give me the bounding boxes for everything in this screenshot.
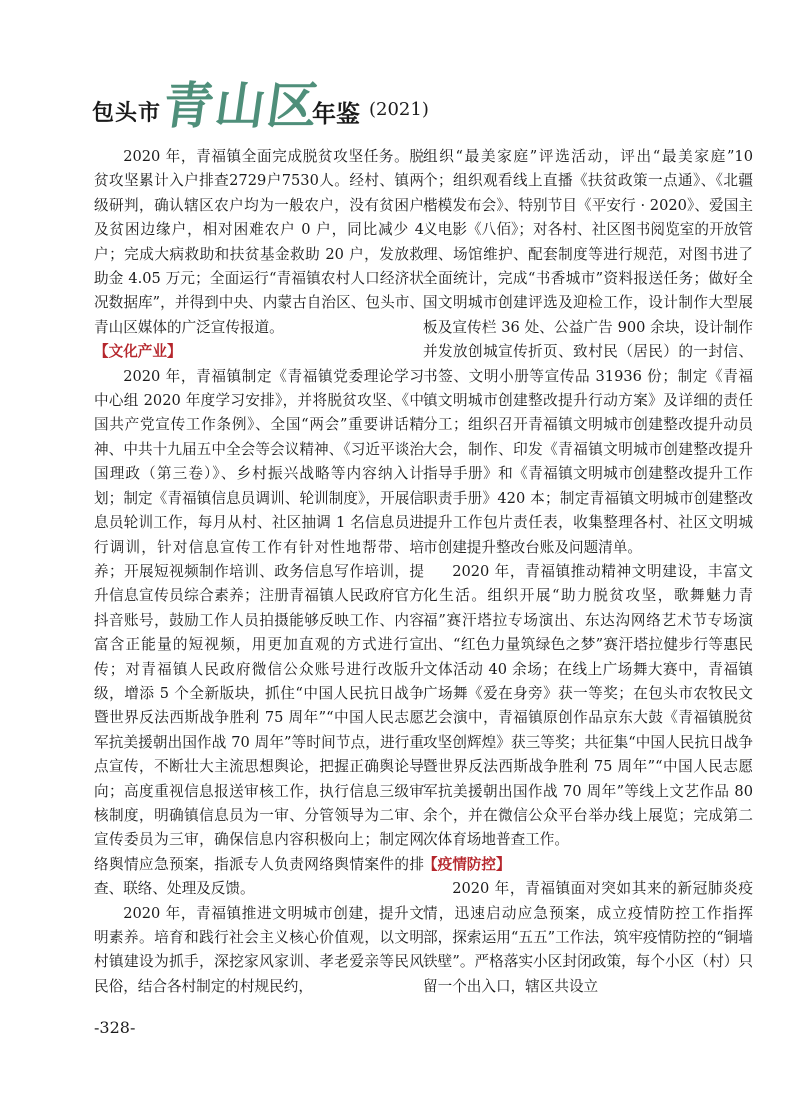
header-yearbook: 年鉴 [312,99,360,128]
paragraph-civilized-city: 2020 年，青福镇推进文明城市创建，提升文明素养。培育和践行社会主义核心价值观，以文明村镇建设为抓手，深挖家风家训、孝老爱亲等民风民俗，结合各村制定的村规民约， [94,904,424,995]
section-heading-epidemic-prevention: 【疫情防控】 [423,855,511,873]
paragraph-spiritual-civilization: 2020 年，青福镇推动精神文明建设，丰富文化生活。组织开展“助力脱贫攻坚，歌舞魅力青福”赛汗塔拉专场演出、东达沟网络艺术节专场演出、“红色力量筑绿色之梦”赛汗塔拉健步行等惠民文体活动 40 余场；在线上广场舞大赛中，青福镇广场舞《爱在身旁》获一等奖；在包头市农牧民文艺会演中，青福镇原创作品京东大鼓《青福镇脱贫攻坚创辉煌》获三等奖；共征集“中国人民抗日战争暨世界反法西斯战争胜利 75 周年”“中国人民志愿军抗美援朝出国作战 70 周年”等线上文艺作品 80 余个，并在微信公众平台举办线上展览；完成第二次体育场地普查工作。 [423,562,753,849]
right-column [423,145,753,999]
paragraph-poverty-alleviation: 2020 年，青福镇全面完成脱贫攻坚任务。脱贫攻坚累计入户排查2729户7530人。经村、镇两级研判，确认辖区农户均为一般农户，没有贫困户及贫困边缘户，相对困难农户 0 户，同比减少 4 户；完成大病救助和扶贫基金救助 20 户，发放救助金 4.05 万元；全面运行“青福镇农村人口经济状况数据库”，并得到中央、内蒙古自治区、包头市、青山区媒体的广泛宣传报道。 [94,148,424,336]
paragraph-propaganda-work: 2020 年，青福镇制定《青福镇党委理论学习中心组 2020 年度学习安排》，并将脱贫攻坚、《中国共产党宣传工作条例》、全国“两会”重要讲话精神、中共十九届五中全会等会议精神、《习近平谈治国理政（第三卷）》、乡村振兴战略等内容纳入计划；制定《青福镇信息员调训、轮训制度》，开展信息员轮训工作，每月从村、社区抽调 1 名信息员进行调训，针对信息宣传工作有针对性地帮带、培养；开展短视频制作培训、政务信息写作培训，提升信息宣传员综合素养；注册青福镇人民政府官方抖音账号，鼓励工作人员拍摄能够反映工作、内容富含正能量的短视频，用更加直观的方式进行宣传；对青福镇人民政府微信公众账号进行改版升级，增添 5 个全新版块，抓住“中国人民抗日战争暨世界反法西斯战争胜利 75 周年”“中国人民志愿军抗美援朝出国作战 70 周年”等时间节点，进行重点宣传，不断壮大主流思想舆论，把握正确舆论导向；高度重视信息报送审核工作，执行信息三级审核制度，明确镇信息员为一审、分管领导为二审、宣传委员为三审，确保信息内容积极向上；制定网络舆情应急预案，指派专人负责网络舆情案件的排查、联络、处理及反馈。 [94,367,424,898]
left-column [94,145,424,999]
running-header [92,66,429,136]
header-city: 包头市 [92,100,162,126]
header-district-calligraphy: 青山区 [159,76,324,135]
paragraph-civilized-city-continued: 组织“最美家庭”评选活动，评出“最美家庭”10 个；组织观看线上直播《扶贫政策一点通》、《北疆楷模发布会》、特别节目《平安行 · 2020》、爱国主义电影《八佰》；对各村、社区图书阅览室的开放管理、场馆维护、配套制度等进行规范，对图书进了全面统计，完成“书香城市”资料报送任务；做好全国文明城市创建评选及迎检工作，设计制作大型展板及宣传栏 36 处、公益广告 900 余块，设计制作并发放创城宣传折页、致村民（居民）的一封信、书签、文明小册等宣传品 31936 份；制定《青福镇文明城市创建整改提升行动方案》及详细的责任分工；组织召开青福镇文明城市创建整改提升动员大会，制作、印发《青福镇文明城市创建整改提升指导手册》和《青福镇文明城市创建整改提升工作职责手册》420 本；制定青福镇文明城市创建整改提升工作包片责任表，收集整理各村、社区文明城市创建提升整改台账及问题清单。 [423,148,753,556]
paragraph-epidemic-prevention: 2020 年，青福镇面对突如其来的新冠肺炎疫情，迅速启动应急预案，成立疫情防控工作指挥部，探索运用“五五”工作法，筑牢疫情防控的“铜墙铁壁”。严格落实小区封闭政策，每个小区（村）只留一个出入口，辖区共设立 [423,880,753,995]
section-heading-cultural-industry: 【文化产业】 [94,343,182,361]
header-year: (2021) [369,99,429,120]
page-number: -328- [94,1018,136,1037]
